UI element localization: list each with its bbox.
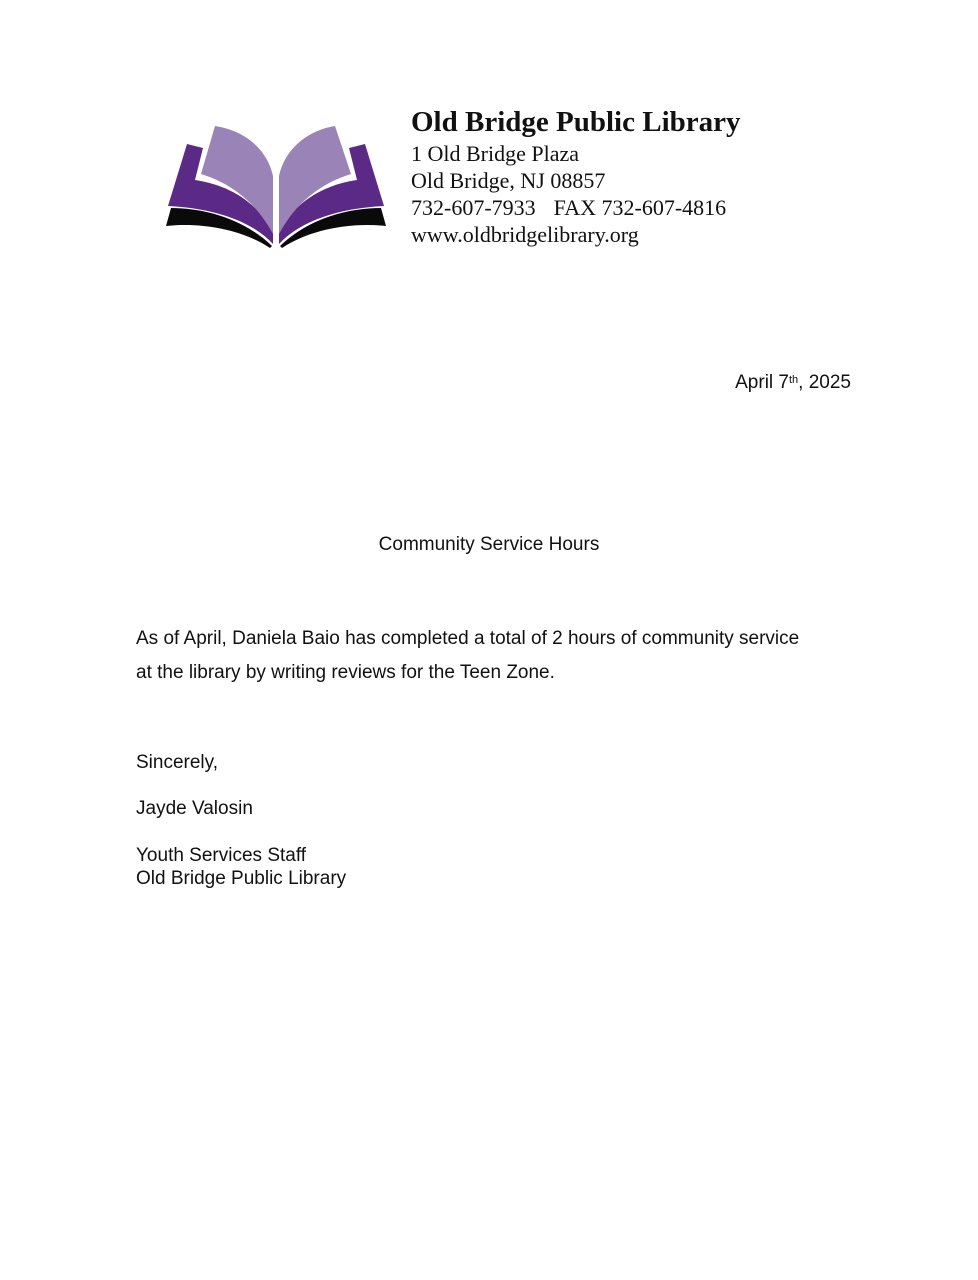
signer-name: Jayde Valosin: [136, 798, 253, 819]
signer-title: Youth Services Staff: [136, 845, 307, 866]
letterhead-block: [411, 104, 741, 248]
letter-body: [136, 622, 856, 690]
letter-subject: Community Service Hours: [378, 534, 600, 555]
body-line-2: at the library by writing reviews for the Teen Zone.: [136, 662, 555, 683]
address-line2: Old Bridge, NJ 08857: [411, 168, 606, 193]
date-year: , 2025: [798, 372, 851, 393]
org-name: Old Bridge Public Library: [411, 106, 741, 138]
letter-date: [735, 371, 851, 395]
phone-fax-line: [411, 194, 741, 221]
date-suffix: th: [788, 374, 799, 386]
open-book-logo-icon: [163, 122, 389, 248]
body-line-1: As of April, Daniela Baio has completed a total of 2 hours of community service: [136, 628, 800, 649]
signer-org: Old Bridge Public Library: [136, 868, 347, 889]
date-month-day: April 7: [735, 372, 789, 393]
phone-number: 732-607-7933: [411, 195, 536, 220]
website-link[interactable]: www.oldbridgelibrary.org: [411, 222, 639, 247]
letter-closing: Sincerely,: [136, 752, 219, 773]
fax-number: FAX 732-607-4816: [553, 195, 727, 220]
signer-block: [136, 844, 346, 890]
address-line1: 1 Old Bridge Plaza: [411, 141, 580, 166]
